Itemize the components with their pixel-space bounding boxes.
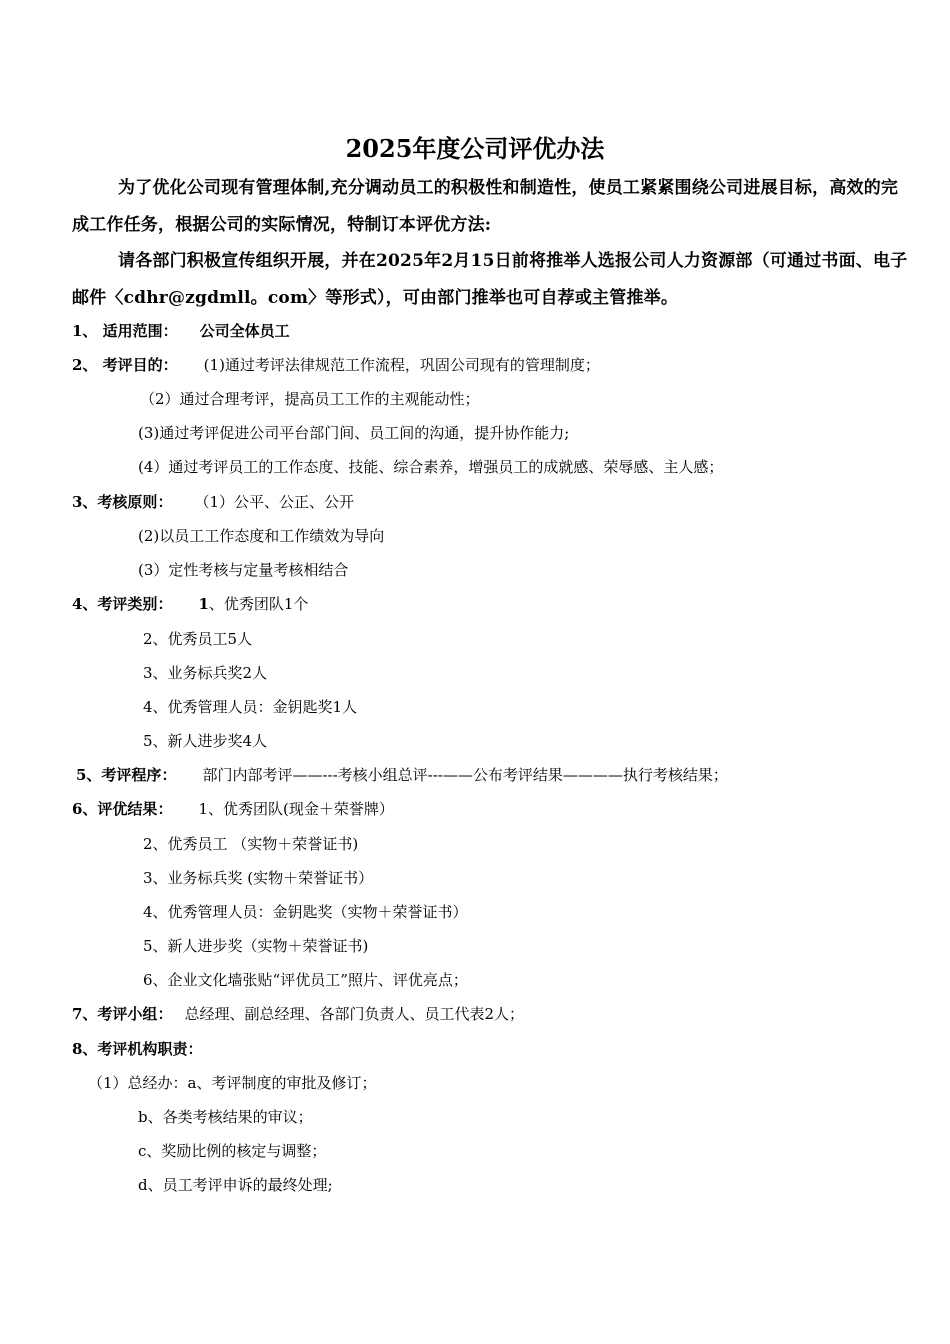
section-4-item: 3、业务标兵奖2人 [143,664,268,682]
section-4-categories [72,593,308,615]
section-3-item: (3）定性考核与定量考核相结合 [138,561,349,579]
section-4-first-number: 1 [198,595,209,613]
section-5-label: 5、考评程序： [76,766,177,784]
section-6-results [72,798,394,820]
section-6-item: 2、优秀员工 （实物＋荣誉证书) [143,835,359,853]
section-4-label: 4、考评类别： [72,595,173,613]
section-4-item: 4、优秀管理人员：金钥匙奖1人 [143,698,358,716]
section-4-item: 2、优秀员工5人 [143,630,253,648]
section-8-item: （1）总经办：a、考评制度的审批及修订； [88,1074,377,1092]
intro-paragraph-1: 为了优化公司现有管理体制,充分调动员工的积极性和制造性，使员工紧紧围绕公司进展目标，高效的完成工作任务，根据公司的实际情况，特制订本评优方法: [72,178,899,235]
section-3-principles [72,491,354,513]
section-7-label: 7、考评小组： [72,1005,173,1023]
section-1-label: 1、 适用范围： [72,322,178,340]
section-8-item: b、各类考核结果的审议； [138,1108,313,1126]
section-6-item: 5、新人进步奖（实物＋荣誉证书) [143,937,369,955]
section-3-item: (2)以员工工作态度和工作绩效为导向 [138,527,385,545]
section-4-item: 5、新人进步奖4人 [143,732,268,750]
section-6-label: 6、评优结果： [72,800,173,818]
section-1-text: 公司全体员工 [199,322,290,340]
section-2-label: 2、 考评目的： [72,356,178,374]
section-2-item: （2）通过合理考评，提高员工工作的主观能动性； [140,390,480,408]
section-6-item: 1、优秀团队(现金＋荣誉牌） [198,800,394,818]
section-8-label: 8、考评机构职责： [72,1040,203,1058]
section-2-item: (1)通过考评法律规范工作流程，巩固公司现有的管理制度； [203,356,600,374]
section-7-text: 总经理、副总经理、各部门负责人、员工代表2人； [184,1005,524,1023]
intro-paragraph-2: 请各部门积极宣传组织开展，并在2025年2月15日前将推举人选报公司人力资源部（可通过书面、电子邮件〈cdhr@zgdmll。com〉等形式），可由部门推举也可自荐或主管推举。 [72,251,908,308]
section-2-item: (3)通过考评促进公司平台部门间、员工间的沟通，提升协作能力; [138,424,570,442]
section-6-item: 3、业务标兵奖 (实物＋荣誉证书） [143,869,374,887]
section-3-label: 3、考核原则： [72,493,173,511]
section-7-committee [72,1003,524,1025]
section-4-item: 、优秀团队1个 [208,595,309,613]
document-title: 2025年度公司评优办法 [345,134,605,163]
section-1-scope [72,320,290,342]
section-3-item: （1）公平、公正、公开 [194,493,354,511]
section-2-purpose [72,354,600,376]
section-5-procedure [76,764,728,786]
section-8-item: d、员工考评申诉的最终处理; [138,1176,333,1194]
section-6-item: 6、企业文化墙张贴“评优员工”照片、评优亮点； [143,971,468,989]
section-2-item: (4）通过考评员工的工作态度、技能、综合素养，增强员工的成就感、荣辱感、主人感； [138,458,724,476]
section-6-item: 4、优秀管理人员：金钥匙奖（实物＋荣誉证书） [143,903,468,921]
section-5-text: 部门内部考评——---考核小组总评---——公布考评结果————执行考核结果； [202,766,728,784]
section-8-item: c、奖励比例的核定与调整； [138,1142,327,1160]
